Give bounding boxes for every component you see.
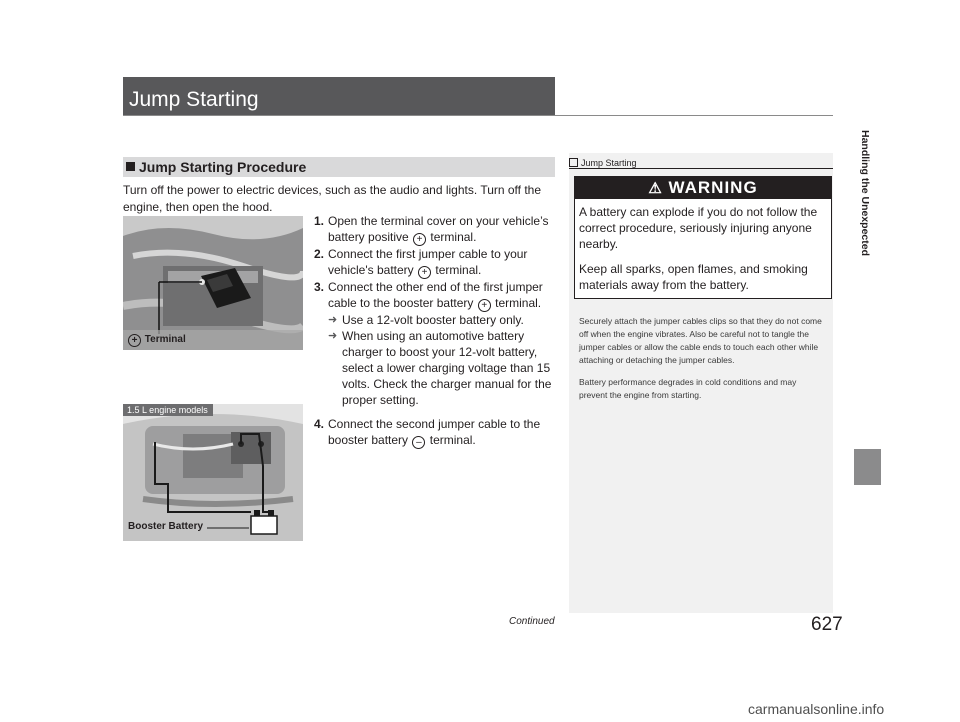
battery-terminal-photo: [123, 216, 303, 350]
step-text-end: terminal.: [429, 433, 476, 447]
engine-bay-photo: [123, 404, 303, 541]
plus-terminal-icon: +: [413, 233, 426, 246]
step-text-end: terminal.: [430, 230, 477, 244]
arrow-right-icon: ➜: [328, 330, 338, 342]
sidebar-note: Securely attach the jumper cables clips so that they do not come off when the engine vibrates. Also be careful not to tangle the jumper cables or allow the cable ends to touch each other while attaching or detaching the jumper cables.: [579, 316, 822, 365]
warning-line: Keep all sparks, open flames, and smoking materials away from the battery.: [579, 262, 808, 292]
plus-terminal-icon: +: [478, 299, 491, 312]
engine-model-tag: 1.5 L engine models: [123, 404, 213, 416]
step-3: [314, 279, 554, 312]
substep-text: When using an automotive battery charger to boost your 12-volt battery, select a lower charging voltage than 15 volts. Check the charger manual for the proper setting.: [342, 329, 552, 407]
reference-box-icon: [569, 158, 578, 167]
step-text: Connect the first jumper cable to your vehicle's battery: [328, 247, 528, 277]
step-number: 3.: [314, 280, 325, 294]
step-text: Open the terminal cover on your vehicle’s battery positive: [328, 214, 549, 244]
substep-2: [328, 328, 554, 408]
minus-terminal-icon: –: [412, 436, 425, 449]
step-4: [314, 416, 554, 449]
page-number: 627: [811, 614, 843, 635]
step-number: 2.: [314, 247, 325, 261]
square-bullet-icon: [126, 162, 135, 171]
section-title: Jump Starting Procedure: [139, 159, 307, 175]
booster-battery-label: Booster Battery: [128, 521, 204, 532]
warning-line: A battery can explode if you do not follow the correct procedure, seriously injuring anyone nearby.: [579, 205, 818, 251]
section-header: [123, 157, 555, 177]
continued-label: Continued: [509, 616, 555, 627]
step-2: [314, 246, 554, 279]
sidebar-note: Battery performance degrades in cold conditions and may prevent the engine from starting.: [579, 377, 797, 400]
step-text: Connect the second jumper cable to the booster battery: [328, 417, 541, 447]
plus-terminal-icon: +: [418, 266, 431, 279]
step-text-end: terminal.: [435, 263, 482, 277]
sidebar-notes: [579, 315, 825, 411]
intro-paragraph: Turn off the power to electric devices, such as the audio and lights. Turn off the engine, then open the hood.: [123, 183, 542, 214]
warning-header: [575, 177, 831, 199]
step-1: [314, 213, 554, 246]
title-divider: [123, 115, 833, 116]
step-number: 4.: [314, 417, 325, 431]
arrow-right-icon: ➜: [328, 314, 338, 326]
procedure-steps: [314, 213, 554, 449]
sidebar-divider: [569, 168, 833, 169]
terminal-label-text: Terminal: [144, 334, 186, 345]
chapter-tab-marker: [854, 449, 881, 485]
plus-terminal-icon: +: [128, 334, 141, 347]
step-number: 1.: [314, 214, 325, 228]
warning-title: WARNING: [668, 178, 758, 197]
sidebar-heading: [569, 158, 833, 168]
terminal-label: [127, 334, 186, 347]
watermark-text: carmanualsonline.info: [748, 701, 885, 717]
substep-text: Use a 12-volt booster battery only.: [342, 313, 524, 327]
warning-body: [579, 204, 827, 302]
page-title: Jump Starting: [123, 77, 555, 115]
substep-1: [328, 312, 554, 328]
step-text-end: terminal.: [495, 296, 542, 310]
step-text: Connect the other end of the first jumper cable to the booster battery: [328, 280, 543, 310]
chapter-tab-label: Handling the Unexpected: [859, 130, 871, 257]
battery-terminal-illustration: [123, 216, 303, 350]
warning-triangle-icon: ⚠: [648, 180, 663, 197]
sidebar-heading-text: Jump Starting: [581, 158, 637, 168]
